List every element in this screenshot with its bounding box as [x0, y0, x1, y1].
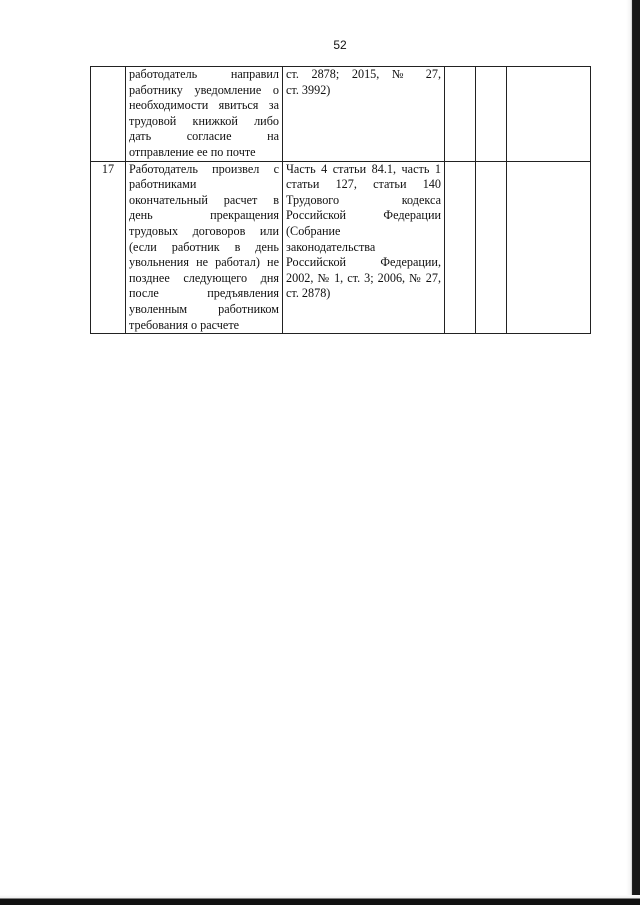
requirement-line: дать согласие на	[129, 129, 279, 144]
requirement-line: работниками	[129, 177, 197, 192]
requirement-line: работнику уведомление о	[129, 82, 279, 97]
requirement-line: трудовой книжкой либо	[129, 113, 279, 128]
requirement-line: отправление ее по почте	[129, 144, 256, 159]
reference-line: Российской Федерации	[286, 208, 441, 223]
reference-line: законодательства	[286, 239, 376, 254]
reference-cell	[283, 67, 445, 162]
reference-line: Часть 4 статьи 84.1, часть 1	[286, 161, 441, 176]
requirement-line: работодатель направил	[129, 67, 279, 81]
row-number-cell: 17	[91, 161, 126, 334]
scan-edge-bottom	[0, 895, 640, 905]
scan-edge-right	[626, 0, 640, 905]
row-number-cell	[91, 67, 126, 162]
page-number: 52	[333, 38, 347, 52]
table-row	[91, 67, 591, 162]
requirement-line: день прекращения	[129, 208, 279, 223]
reference-line: статьи 127, статьи 140	[286, 177, 441, 192]
empty-cell	[507, 67, 591, 162]
reference-line: ст. 2878; 2015, № 27,	[286, 67, 441, 81]
reference-line: ст. 3992)	[286, 82, 331, 97]
empty-cell	[507, 161, 591, 334]
requirement-line: после предъявления	[129, 286, 279, 301]
requirement-line: увольнения не работал) не	[129, 255, 279, 270]
table-row	[91, 161, 591, 334]
requirement-cell	[126, 161, 283, 334]
empty-cell	[445, 67, 476, 162]
reference-cell	[283, 161, 445, 334]
empty-cell	[476, 67, 507, 162]
requirement-line: позднее следующего дня	[129, 270, 279, 285]
requirement-cell	[126, 67, 283, 162]
empty-cell	[445, 161, 476, 334]
reference-line: 2002, № 1, ст. 3; 2006, № 27,	[286, 270, 441, 285]
requirement-line: уволенным работником	[129, 301, 279, 316]
empty-cell	[476, 161, 507, 334]
reference-line: Российской Федерации,	[286, 255, 441, 270]
requirement-line: окончательный расчет в	[129, 192, 279, 207]
requirement-line: Работодатель произвел с	[129, 161, 279, 176]
requirement-line: необходимости явиться за	[129, 98, 279, 113]
requirement-line: трудовых договоров или	[129, 223, 279, 238]
reference-line: ст. 2878)	[286, 286, 331, 301]
requirements-table	[90, 66, 591, 334]
requirement-line: требования о расчете	[129, 317, 240, 332]
requirement-line: (если работник в день	[129, 239, 279, 254]
reference-line: (Собрание	[286, 223, 341, 238]
reference-line: Трудового кодекса	[286, 192, 441, 207]
